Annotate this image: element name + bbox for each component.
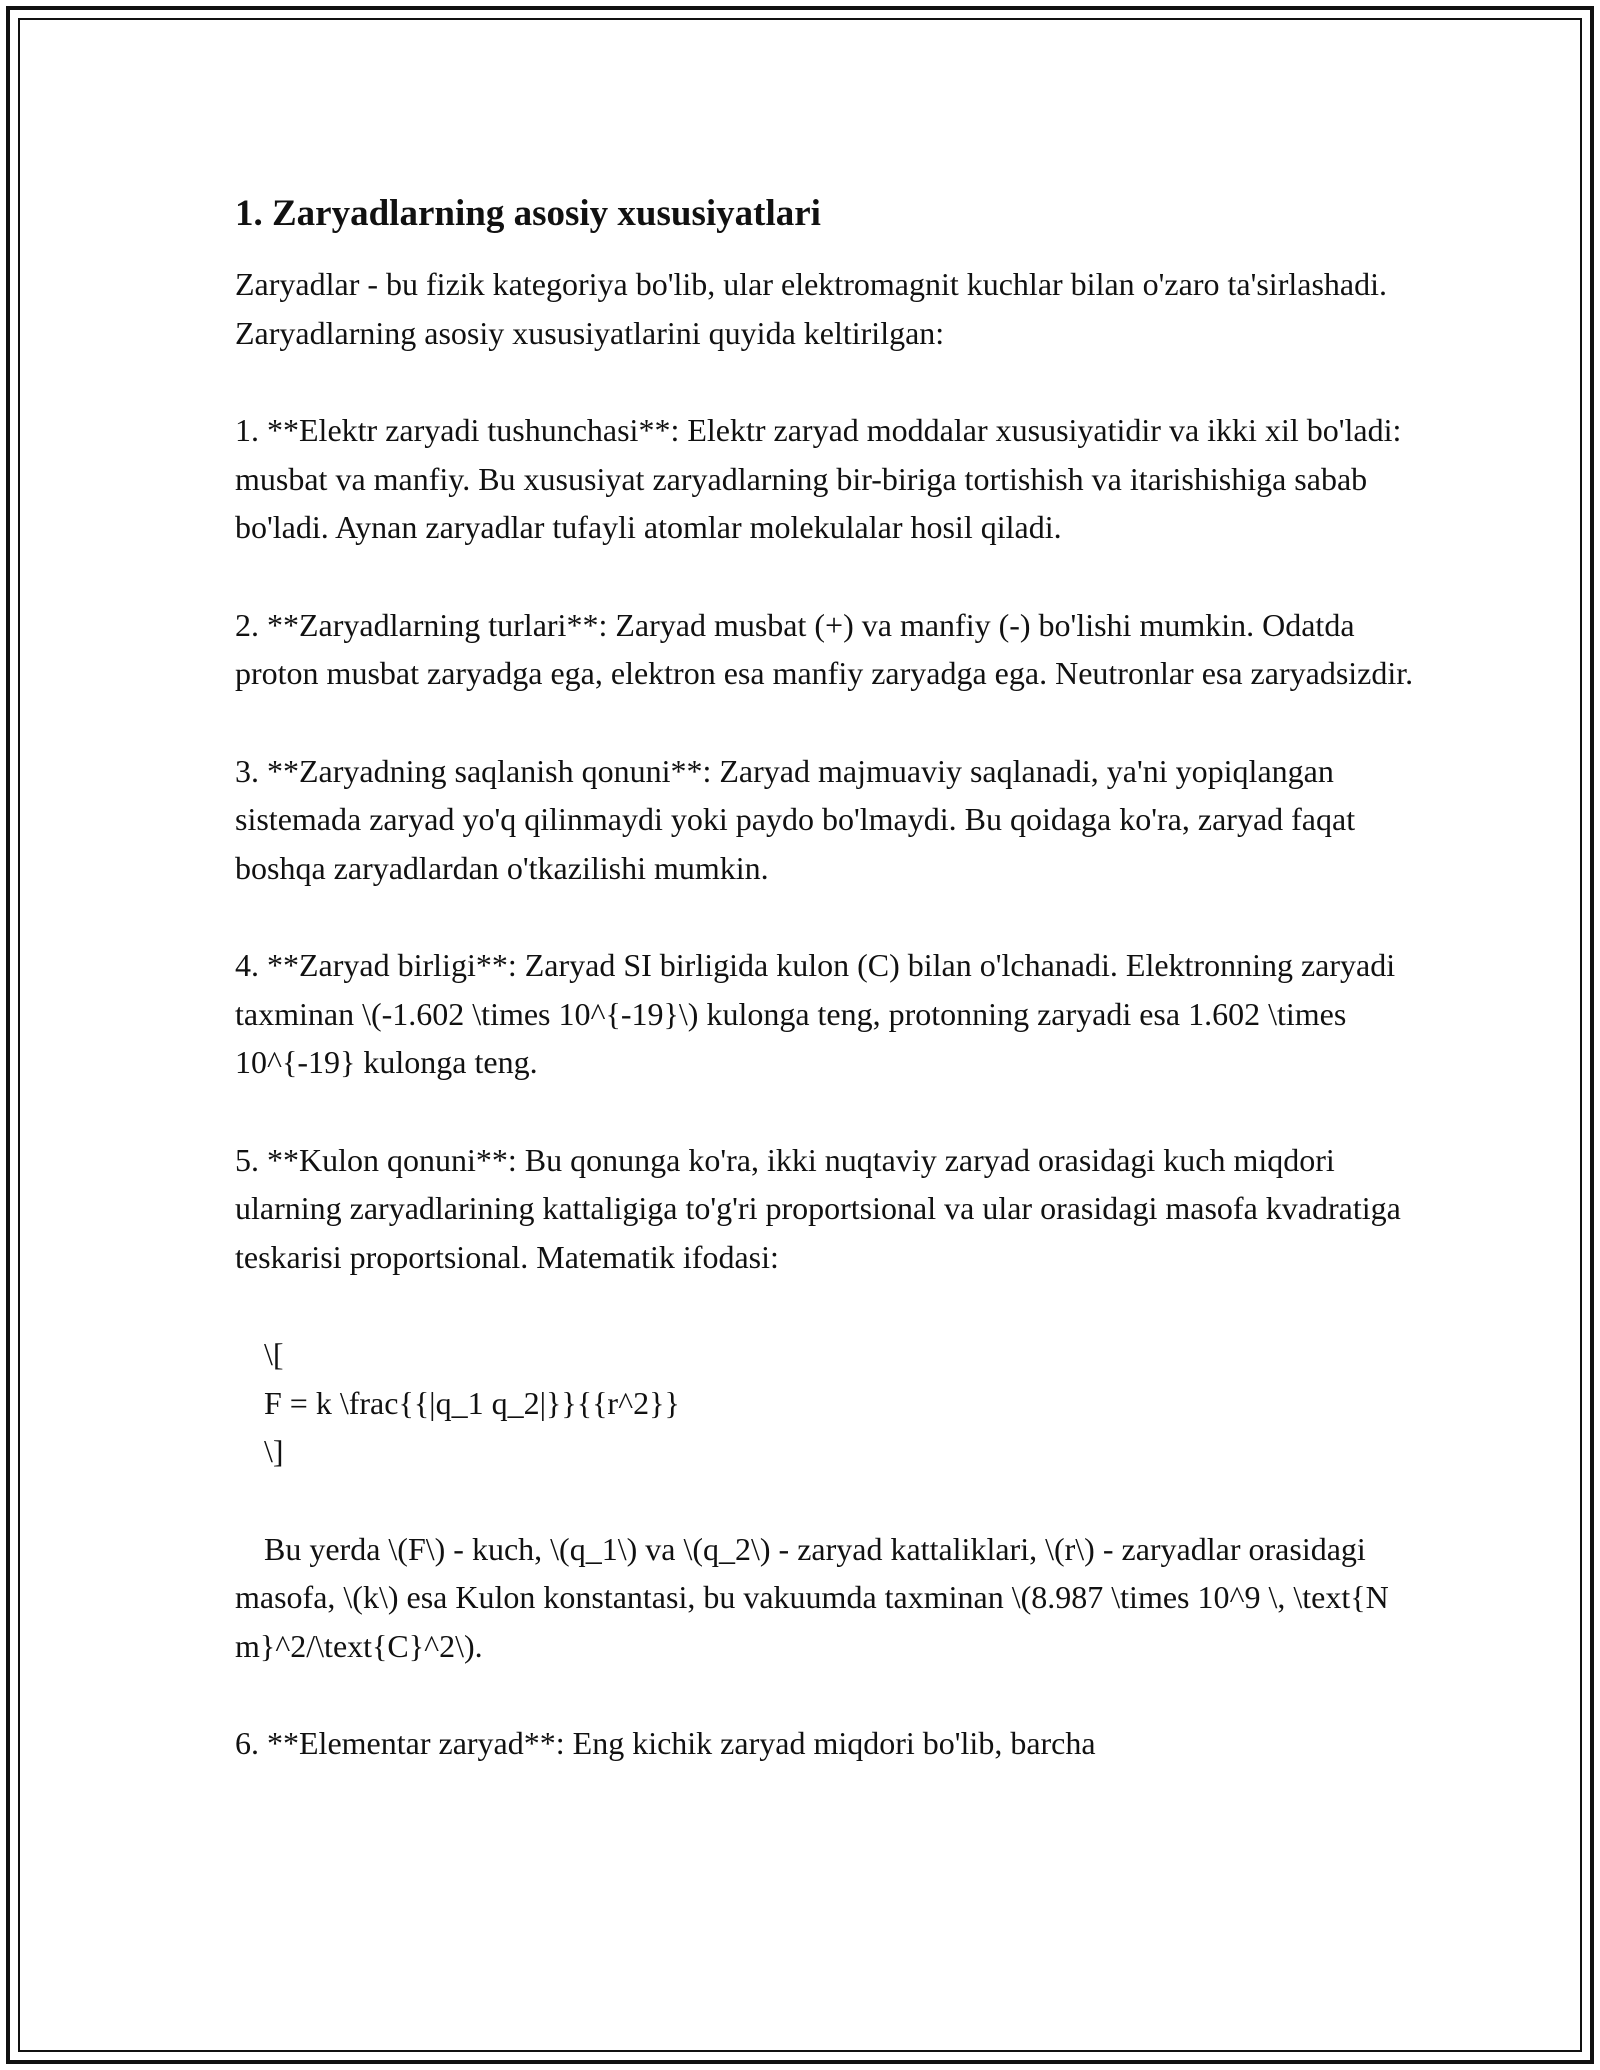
list-item-conservation-law: 3. **Zaryadning saqlanish qonuni**: Zaryad majmuaviy saqlanadi, ya'ni yopiqlangan sistemada zaryad yo'q qilinmaydi yoki paydo bo'lmaydi. Bu qoidaga ko'ra, zaryad faqat boshqa zaryadlardan o'tkazilishi mumkin. [235, 752, 1356, 886]
formula-block [235, 1330, 1415, 1476]
formula-body: F = k \frac{{|q_1 q_2|}}{{r^2}} [264, 1384, 680, 1421]
list-item-charge-unit: 4. **Zaryad birligi**: Zaryad SI birligida kulon (C) bilan o'lchanadi. Elektronning zaryadi taxminan \(-1.602 \times 10^{-19}\) kulonga teng, protonning zaryadi esa 1.602 \times 10^{-19} kulonga teng. [235, 947, 1396, 1080]
intro-paragraph: Zaryadlar - bu fizik kategoriya bo'lib, ular elektromagnit kuchlar bilan o'zaro ta'sirlashadi. Zaryadlarning asosiy xususiyatlarini quyida keltirilgan: [235, 266, 1387, 351]
formula-explanation-text: Bu yerda \(F\) - kuch, \(q_1\) va \(q_2\) - zaryad kattaliklari, \(r\) - zaryadlar orasidagi masofa, \(k\) esa Kulon konstantasi, bu vakuumda taxminan \(8.987 \times 10^9 \, \text{N m}^2/\text{C}^2\). [235, 1530, 1389, 1664]
formula-close: \] [264, 1433, 284, 1469]
formula-explanation [235, 1525, 1415, 1671]
section-heading: 1. Zaryadlarning asosiy xususiyatlari [235, 193, 821, 234]
list-item-elementary-charge: 6. **Elementar zaryad**: Eng kichik zaryad miqdori bo'lib, barcha [235, 1725, 1096, 1761]
formula-open: \[ [264, 1336, 284, 1372]
document-content [235, 190, 1415, 1768]
list-item-charge-concept: 1. **Elektr zaryadi tushunchasi**: Elektr zaryad moddalar xususiyatidir va ikki xil bo'ladi: musbat va manfiy. Bu xususiyat zaryadlarning bir-biriga tortishish va itarishishiga sabab bo'ladi. Aynan zaryadlar tufayli atomlar molekulalar hosil qiladi. [235, 412, 1402, 545]
list-item-charge-types: 2. **Zaryadlarning turlari**: Zaryad musbat (+) va manfiy (-) bo'lishi mumkin. Odatda proton musbat zaryadga ega, elektron esa manfiy zaryadga ega. Neutronlar esa zaryadsizdir. [235, 606, 1414, 691]
list-item-coulomb-law: 5. **Kulon qonuni**: Bu qonunga ko'ra, ikki nuqtaviy zaryad orasidagi kuch miqdori ularning zaryadlarining kattaligiga to'g'ri proportsional va ular orasidagi masofa kvadratiga teskarisi proportsional. Matematik ifodasi: [235, 1141, 1401, 1275]
